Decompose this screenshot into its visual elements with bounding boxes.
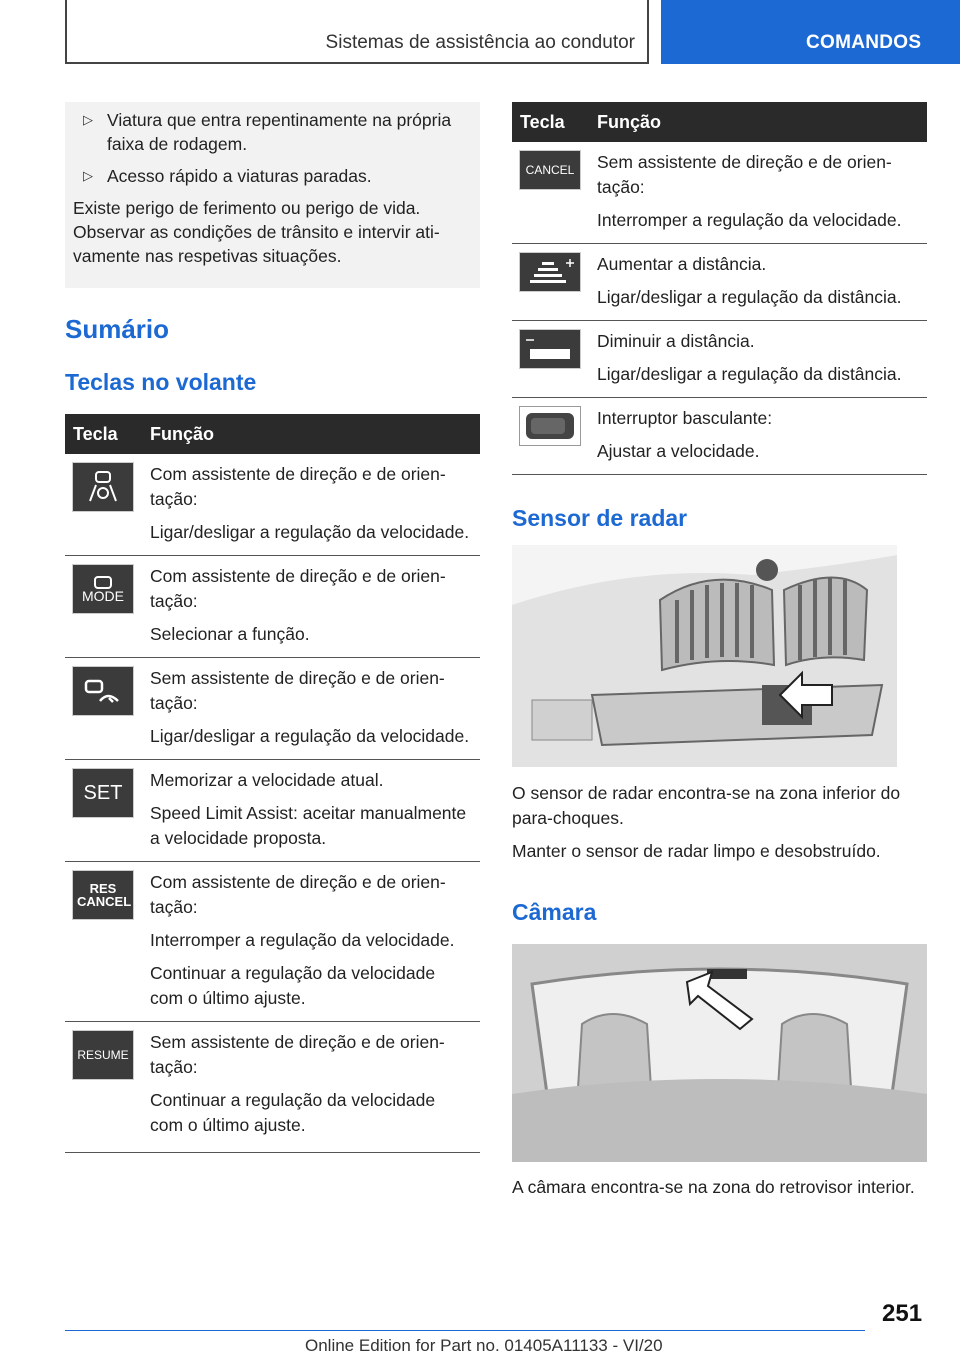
bullet-triangle-icon: ▷: [83, 168, 93, 183]
set-key-icon: SET: [72, 768, 134, 818]
warning-box: [65, 102, 480, 288]
footer-edition: Online Edition for Part no. 01405A11133 - VI/20: [305, 1336, 663, 1355]
chapter-tab[interactable]: [661, 0, 960, 64]
col-function-header: Função: [589, 102, 927, 142]
radar-text-1: O sensor de radar encontra-se na zona inferior do para-choques.: [512, 783, 901, 828]
table-row: MODE Com assistente de direção e de orientação: Selecionar a função.: [65, 556, 480, 658]
warning-bullet: ▷ Viatura que entra repentinamente na própria faixa de rodagem.: [83, 110, 452, 154]
warning-text: Existe perigo de ferimento ou perigo de vida. Observar as condições de trânsito e intervir ativamente nas respetivas situações.: [73, 198, 440, 266]
speed-control-icon: [72, 666, 134, 716]
col-key-header: Tecla: [512, 102, 589, 142]
bullet-triangle-icon: ▷: [83, 112, 93, 127]
heading-radar: Sensor de radar: [512, 505, 688, 531]
table-row: Com assistente de direção e de orientação: Ligar/desligar a regulação da velocidade.: [65, 454, 480, 556]
table-row: RES CANCEL Com assistente de direção e de orientação: Interromper a regulação da velocidade. Continuar a regulação da velocidade com o último ajuste.: [65, 862, 480, 1022]
table-row: CANCEL Sem assistente de direção e de orientação: Interromper a regulação da velocidade.: [512, 142, 927, 244]
footer-divider: [65, 1330, 865, 1331]
col-function-header: Função: [142, 414, 480, 454]
cancel-key-icon: CANCEL: [519, 150, 581, 190]
mode-key-icon: MODE: [72, 564, 134, 614]
resume-key-icon: RESUME: [72, 1030, 134, 1080]
warning-bullet: ▷ Acesso rápido a viaturas paradas.: [83, 166, 372, 186]
camera-image: [512, 944, 927, 1162]
left-keys-table: [65, 414, 480, 1153]
heading-summary: Sumário: [65, 314, 170, 344]
rocker-switch-icon: [519, 406, 581, 446]
table-row: Diminuir a distância. Ligar/desligar a regulação da distância.: [512, 321, 927, 398]
header-section-box: [65, 0, 649, 64]
distance-decrease-icon: [519, 329, 581, 369]
radar-sensor-image: [512, 545, 897, 767]
heading-wheel-keys: Teclas no volante: [65, 369, 257, 395]
assist-steering-icon: [72, 462, 134, 512]
table-row: Aumentar a distância. Ligar/desligar a regulação da distância.: [512, 244, 927, 321]
table-row: RESUME Sem assistente de direção e de orientação: Continuar a regulação da velocidade com o último ajuste.: [65, 1022, 480, 1153]
section-title: Sistemas de assistência ao condutor: [325, 32, 635, 53]
table-row: Interruptor basculante: Ajustar a velocidade.: [512, 398, 927, 475]
chapter-label: COMANDOS: [806, 32, 922, 53]
res-cancel-key-icon: RES CANCEL: [72, 870, 134, 920]
right-keys-table: [512, 102, 927, 475]
page-number: 251: [882, 1300, 923, 1327]
distance-increase-icon: [519, 252, 581, 292]
table-row: Sem assistente de direção e de orientação: Ligar/desligar a regulação da velocidade.: [65, 658, 480, 760]
table-row: SET Memorizar a velocidade atual. Speed Limit Assist: aceitar manualmente a velocidade proposta.: [65, 760, 480, 862]
camera-text: A câmara encontra-se na zona do retrovisor interior.: [512, 1177, 915, 1197]
heading-camera: Câmara: [512, 899, 597, 925]
col-key-header: Tecla: [65, 414, 142, 454]
radar-text-2: Manter o sensor de radar limpo e desobstruído.: [512, 841, 881, 861]
